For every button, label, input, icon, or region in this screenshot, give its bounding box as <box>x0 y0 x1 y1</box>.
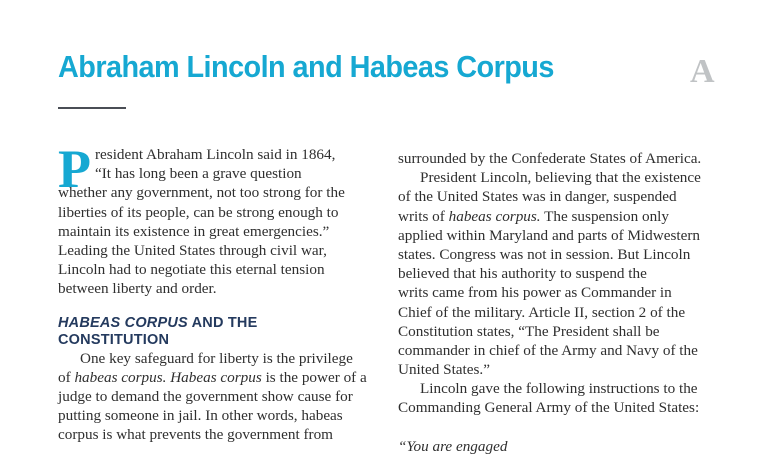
text-line: applied within Maryland and parts of Midwestern <box>398 226 700 244</box>
text-line: between liberty and order. <box>58 280 217 298</box>
text-line: Leading the United States through civil war, <box>58 241 327 259</box>
text-line: states. Congress was not in session. But Lincoln <box>398 245 691 263</box>
text-line: “It has long been a grave question <box>95 165 302 183</box>
right-column <box>398 149 728 456</box>
section-heading <box>58 315 388 349</box>
text-line <box>58 368 388 387</box>
text-line: Commanding General Army of the United States: <box>398 399 700 417</box>
text-line: resident Abraham Lincoln said in 1864, <box>95 146 336 163</box>
text-run: of <box>58 368 75 386</box>
text-run: The suspension only <box>540 207 669 225</box>
drop-cap: P <box>58 139 91 199</box>
text-run: is the power of a <box>261 368 367 386</box>
text-line <box>398 207 728 226</box>
section-paragraph <box>58 349 388 445</box>
text-line: liberties of its people, can be strong enough to <box>58 203 339 221</box>
left-column <box>58 139 388 444</box>
page-title: Abraham Lincoln and Habeas Corpus <box>58 49 554 84</box>
text-line: Chief of the military. Article II, section 2 of the <box>398 303 686 321</box>
text-line: putting someone in jail. In other words, habeas <box>58 407 343 425</box>
text-run: writs of <box>398 207 449 225</box>
text-line: Lincoln gave the following instructions to the <box>420 380 698 398</box>
text-line: President Lincoln, believing that the existence <box>420 169 701 187</box>
text-line: corpus is what prevents the government from <box>58 426 333 444</box>
heading-line-2: CONSTITUTION <box>58 331 170 348</box>
text-line: Constitution states, “The President shall be <box>398 322 660 340</box>
italic-run: habeas corpus. <box>448 207 541 225</box>
text-line: surrounded by the Confederate States of America. <box>398 150 702 167</box>
text-line: writs came from his power as Commander in <box>398 284 672 302</box>
italic-run: habeas corpus. <box>74 368 167 386</box>
text-line: Lincoln had to negotiate this eternal tension <box>58 261 325 279</box>
quote-start: “You are engaged <box>398 437 508 455</box>
intro-paragraph <box>58 139 388 299</box>
section-letter-badge: A <box>690 53 715 90</box>
text-line: of the United States was in danger, suspended <box>398 188 677 206</box>
spacer <box>398 418 728 437</box>
text-line: maintain its existence in great emergencies.” <box>58 222 330 240</box>
text-line: believed that his authority to suspend the <box>398 265 647 283</box>
text-line: judge to demand the government show cause for <box>58 387 353 405</box>
heading-rest: AND THE <box>187 314 258 331</box>
text-line: United States.” <box>398 361 490 379</box>
heading-italic-part: HABEAS CORPUS <box>58 314 188 331</box>
text-line: commander in chief of the Army and Navy of the <box>398 341 698 359</box>
title-underline-divider <box>58 107 126 109</box>
italic-run: Habeas corpus <box>170 368 262 386</box>
text-line: whether any government, not too strong for the <box>58 184 345 202</box>
text-line: One key safeguard for liberty is the privilege <box>80 349 353 367</box>
